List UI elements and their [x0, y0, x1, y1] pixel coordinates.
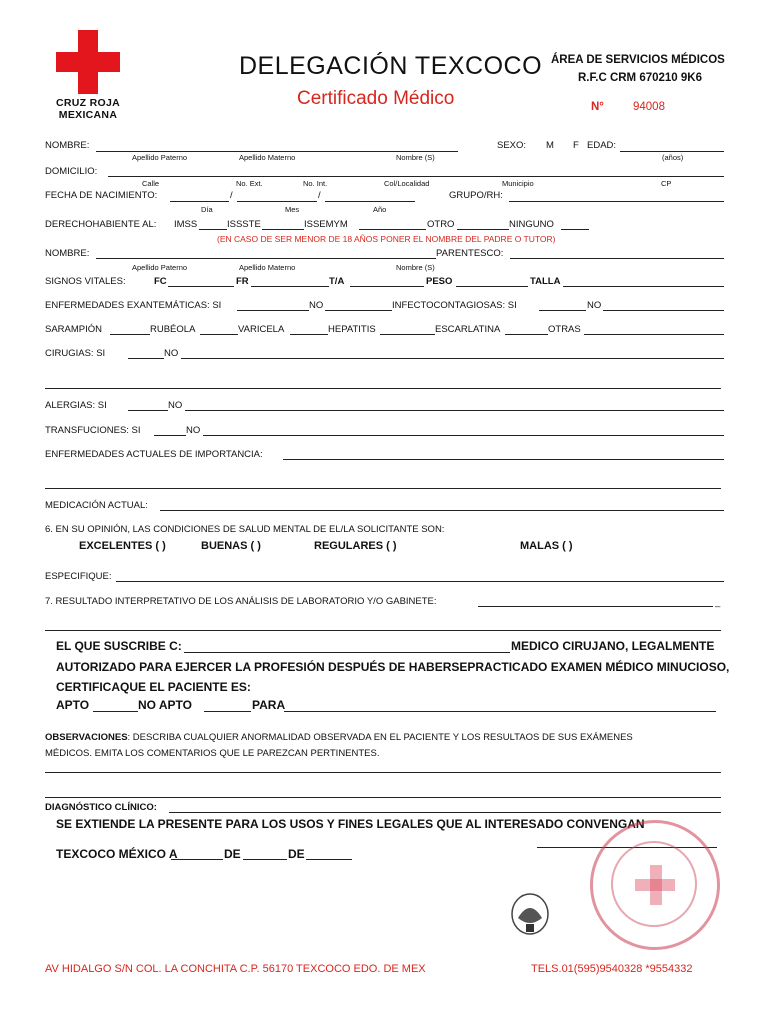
cirugias-no: NO [164, 348, 179, 359]
logo-line1: CRUZ ROJA [56, 97, 120, 109]
rubeola-line[interactable] [200, 334, 238, 335]
exantematicas-label: ENFERMEDADES EXANTEMÁTICAS: SI [45, 300, 222, 311]
rubeola-label: RUBÉOLA [150, 324, 196, 335]
rfc-label: R.F.C CRM 670210 9K6 [578, 72, 702, 84]
varicela-line[interactable] [290, 334, 328, 335]
autorizado-text: AUTORIZADO PARA EJERCER LA PROFESIÓN DESPUÉS DE HABERSEPRACTICADO EXAMEN MÉDICO MINUCIOSO, [56, 660, 730, 674]
red-cross-icon [56, 30, 120, 94]
apto-line[interactable] [93, 711, 138, 712]
enf-actuales-line[interactable] [283, 459, 724, 460]
alergias-si-line[interactable] [128, 410, 168, 411]
sexo-m[interactable]: M [546, 140, 554, 151]
q7-text: 7. RESULTADO INTERPRETATIVO DE LOS ANÁLISIS DE LABORATORIO Y/O GABINETE: [45, 596, 437, 607]
grupo-line[interactable] [509, 201, 724, 202]
certifica-text: CERTIFICAQUE EL PACIENTE ES: [56, 680, 251, 694]
cirugias-si-line[interactable] [128, 358, 164, 359]
de-label-1: DE [224, 847, 241, 861]
footer-phones: TELS.01(595)9540328 *9554332 [531, 963, 693, 975]
logo-line2: MEXICANA [58, 109, 118, 121]
exantematicas-no: NO [309, 300, 324, 311]
observaciones-line-2[interactable] [45, 797, 721, 798]
ninguno-line[interactable] [561, 229, 589, 230]
otras-line[interactable] [584, 334, 724, 335]
otro-line[interactable] [457, 229, 509, 230]
especifique-label: ESPECIFIQUE: [45, 571, 112, 582]
excelentes-option[interactable]: EXCELENTES ( ) [79, 540, 166, 552]
issste-line[interactable] [262, 229, 304, 230]
domicilio-label: DOMICILIO: [45, 166, 98, 177]
folio-label: N° [591, 101, 604, 113]
exantematicas-si-line[interactable] [237, 310, 309, 311]
ano-line[interactable] [325, 201, 415, 202]
nombre-line[interactable] [96, 151, 458, 152]
talla-label: TALLA [530, 276, 561, 287]
folio-number: 94008 [633, 101, 665, 113]
q7-line[interactable] [478, 606, 713, 607]
imss-option: IMSS [174, 219, 198, 230]
apellido-materno-caption-2: Apellido Materno [239, 263, 296, 272]
sexo-f[interactable]: F [573, 140, 579, 151]
edad-line[interactable] [620, 151, 724, 152]
fr-line[interactable] [251, 286, 329, 287]
ninguno-option: NINGUNO [509, 219, 554, 230]
nota-menor: (EN CASO DE SER MENOR DE 18 AÑOS PONER EL NOMBRE DEL PADRE O TUTOR) [217, 234, 556, 244]
footer-address: AV HIDALGO S/N COL. LA CONCHITA C.P. 56170 TEXCOCO EDO. DE MEX [45, 963, 426, 975]
coat-of-arms-icon [508, 888, 552, 938]
signos-label: SIGNOS VITALES: [45, 276, 126, 287]
malas-option[interactable]: MALAS ( ) [520, 540, 573, 552]
slash-1: / [230, 190, 233, 201]
escarlatina-line[interactable] [505, 334, 548, 335]
cirugias-label: CIRUGIAS: SI [45, 348, 106, 359]
transfuciones-si-line[interactable] [154, 435, 186, 436]
alergias-label: ALERGIAS: SI [45, 400, 107, 411]
peso-line[interactable] [456, 286, 528, 287]
varicela-label: VARICELA [238, 324, 285, 335]
ano-caption: Año [373, 205, 387, 214]
cp-caption: CP [661, 179, 672, 188]
edad-label: EDAD: [587, 140, 617, 151]
no-apto-line[interactable] [204, 711, 251, 712]
apellido-materno-caption: Apellido Materno [239, 153, 296, 162]
cirugias-extra-line[interactable] [45, 388, 721, 389]
buenas-option[interactable]: BUENAS ( ) [201, 540, 261, 552]
separator-line [45, 630, 721, 631]
anos-caption: (años) [662, 153, 684, 162]
apellido-paterno-caption: Apellido Paterno [132, 153, 188, 162]
apellido-paterno-caption-2: Apellido Paterno [132, 263, 188, 272]
regulares-option[interactable]: REGULARES ( ) [314, 540, 397, 552]
enf-actuales-label: ENFERMEDADES ACTUALES DE IMPORTANCIA: [45, 449, 263, 460]
fecha-nac-label: FECHA DE NACIMIENTO: [45, 190, 158, 201]
apto-label: APTO [56, 698, 90, 712]
texcoco-label: TEXCOCO MÉXICO A [56, 847, 178, 861]
observaciones-label: OBSERVACIONES [45, 732, 128, 743]
area-label: ÁREA DE SERVICIOS MÉDICOS [551, 54, 725, 66]
col-caption: Col/Localidad [384, 179, 430, 188]
suscribe-label: EL QUE SUSCRIBE C: [56, 639, 182, 653]
observaciones-text-1: : DESCRIBA CUALQUIER ANORMALIDAD OBSERVADA EN EL PACIENTE Y LOS RESULTAOS DE SUS EXÁMENES [127, 732, 633, 743]
suscribe-line[interactable] [184, 652, 510, 653]
observaciones-text-2: MÉDICOS. EMITA LOS COMENTARIOS QUE LE PAREZCAN PERTINENTES. [45, 748, 380, 759]
mes-line[interactable] [237, 201, 317, 202]
diagnostico-line[interactable] [169, 812, 721, 813]
q6-text: 6. EN SU OPINIÓN, LAS CONDICIONES DE SALUD MENTAL DE EL/LA SOLICITANTE SON: [45, 524, 445, 535]
dia-line[interactable] [170, 201, 229, 202]
para-label: PARA [252, 698, 286, 712]
derecho-label: DERECHOHABIENTE AL: [45, 219, 157, 230]
no-apto-label: NO APTO [138, 698, 193, 712]
fr-label: FR [236, 276, 249, 287]
mes-fecha-line[interactable] [243, 859, 287, 860]
nombres-caption-2: Nombre (S) [396, 263, 435, 272]
diagnostico-label: DIAGNÓSTICO CLÍNICO: [45, 802, 157, 813]
dia-fecha-line[interactable] [171, 859, 223, 860]
ta-line[interactable] [350, 286, 424, 287]
hepatitis-label: HEPATITIS [328, 324, 376, 335]
nombres-caption: Nombre (S) [396, 153, 435, 162]
observaciones-line-1[interactable] [45, 772, 721, 773]
parentesco-line[interactable] [510, 258, 724, 259]
enf-actuales-extra-line[interactable] [45, 488, 721, 489]
mes-caption: Mes [285, 205, 300, 214]
transfuciones-no-line[interactable] [203, 435, 724, 436]
hepatitis-line[interactable] [380, 334, 435, 335]
alergias-no-line[interactable] [185, 410, 724, 411]
issemym-line[interactable] [359, 229, 426, 230]
domicilio-line[interactable] [108, 176, 724, 177]
imss-line[interactable] [199, 229, 227, 230]
parentesco-label: PARENTESCO: [436, 248, 504, 259]
cirugias-no-line[interactable] [181, 358, 724, 359]
infecto-no-line[interactable] [603, 310, 724, 311]
circular-stamp-icon [590, 820, 720, 950]
issste-option: ISSSTE [227, 219, 261, 230]
escarlatina-label: ESCARLATINA [435, 324, 501, 335]
alergias-no: NO [168, 400, 183, 411]
ano-fecha-line[interactable] [306, 859, 352, 860]
medico-label: MEDICO CIRUJANO, LEGALMENTE [511, 639, 715, 653]
page-subtitle: Certificado Médico [297, 88, 455, 109]
nombre-label: NOMBRE: [45, 140, 90, 151]
talla-line[interactable] [563, 286, 724, 287]
q7-end: _ [715, 597, 721, 608]
exantematicas-no-line[interactable] [325, 310, 392, 311]
fc-label: FC [154, 276, 167, 287]
issemym-option: ISSEMYM [304, 219, 348, 230]
otro-option: OTRO [427, 219, 455, 230]
peso-label: PESO [426, 276, 453, 287]
no-int-caption: No. Int. [303, 179, 328, 188]
nombre-tutor-label: NOMBRE: [45, 248, 90, 259]
municipio-caption: Municipio [502, 179, 534, 188]
medicacion-label: MEDICACIÓN ACTUAL: [45, 500, 148, 511]
para-line[interactable] [284, 711, 716, 712]
page-title: DELEGACIÓN TEXCOCO [239, 52, 543, 80]
grupo-label: GRUPO/RH: [449, 190, 503, 201]
slash-2: / [318, 190, 321, 201]
extiende-text: SE EXTIENDE LA PRESENTE PARA LOS USOS Y FINES LEGALES QUE AL INTERESADO CONVENGAN [56, 817, 645, 831]
especifique-line[interactable] [116, 581, 724, 582]
sarampion-label: SARAMPIÓN [45, 324, 103, 335]
sarampion-line[interactable] [110, 334, 150, 335]
ta-label: T/A [329, 276, 345, 287]
sexo-label: SEXO: [497, 140, 527, 151]
medicacion-line[interactable] [160, 510, 724, 511]
transfuciones-no: NO [186, 425, 201, 436]
otras-label: OTRAS [548, 324, 581, 335]
no-ext-caption: No. Ext. [236, 179, 263, 188]
infecto-si-line[interactable] [539, 310, 586, 311]
fc-line[interactable] [168, 286, 234, 287]
dia-caption: Día [201, 205, 213, 214]
infecto-label: INFECTOCONTAGIOSAS: SI [392, 300, 517, 311]
de-label-2: DE [288, 847, 305, 861]
infecto-no: NO [587, 300, 602, 311]
calle-caption: Calle [142, 179, 160, 188]
transfuciones-label: TRANSFUCIONES: SI [45, 425, 141, 436]
nombre-tutor-line[interactable] [96, 258, 436, 259]
